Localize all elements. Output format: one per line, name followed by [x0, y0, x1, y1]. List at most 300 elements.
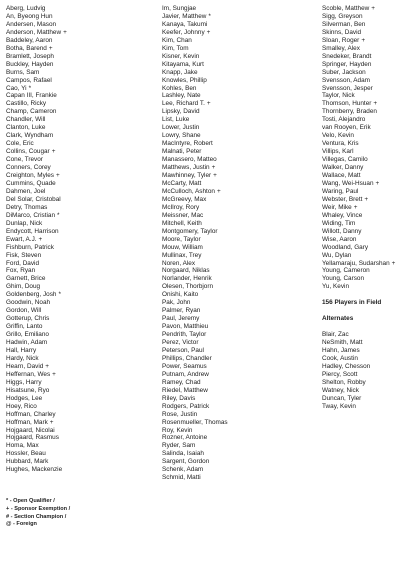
player-entry [162, 77, 228, 85]
player-entry [322, 37, 395, 45]
player-entry [6, 363, 67, 371]
player-entry [162, 100, 228, 108]
player-entry [6, 108, 67, 116]
player-entry [6, 450, 67, 458]
player-name: Conners, Corey [6, 164, 51, 172]
player-status-mark: + [206, 100, 211, 108]
player-name: Walker, Danny [322, 164, 364, 172]
player-entry [322, 236, 395, 244]
player-entry [6, 387, 67, 395]
player-entry [322, 13, 395, 21]
player-name: Castillo, Ricky [6, 100, 47, 108]
player-entry [162, 53, 228, 61]
player-name: Scoble, Matthew [322, 5, 370, 12]
player-name: Ghim, Doug [6, 283, 41, 291]
player-entry [162, 37, 228, 45]
player-entry [6, 77, 67, 85]
player-entry [322, 252, 395, 260]
player-status-mark: + [49, 418, 54, 426]
player-entry [6, 85, 67, 93]
player-name: Young, Carson [322, 275, 365, 283]
player-entry [6, 339, 67, 347]
field-count-heading: 156 Players in Field [322, 299, 382, 307]
player-name: Burns, Sam [6, 68, 40, 76]
player-name: Endycott, Harrison [6, 227, 59, 235]
player-name: Schenk, Adam [162, 466, 204, 474]
player-name: Montgomery, Taylor [162, 227, 218, 235]
spacer [322, 323, 395, 331]
player-entry [6, 228, 67, 236]
player-status-mark: + [63, 28, 67, 36]
alternates-list [322, 331, 395, 411]
player-name: Hubbard, Mark [6, 458, 49, 466]
player-name: Matthews, Justin [162, 164, 210, 172]
player-entry [6, 252, 67, 260]
player-entry [322, 5, 395, 13]
player-entry [162, 21, 228, 29]
player-entry [6, 299, 67, 307]
player-name: Hodges, Lee [6, 394, 43, 402]
player-entry [162, 164, 228, 172]
player-name: List, Luke [162, 116, 190, 124]
player-name: Hisatsune, Ryo [6, 386, 50, 394]
player-name: Botha, Barend [6, 44, 47, 52]
player-entry [162, 299, 228, 307]
player-entry [6, 132, 67, 140]
player-entry [6, 355, 67, 363]
alternate-entry: Piercy, Scott [322, 370, 358, 378]
player-status-mark: * [58, 291, 61, 299]
player-name: Grillo, Emiliano [6, 331, 49, 339]
player-name: Capan III, Frankie [6, 92, 57, 100]
player-entry [162, 395, 228, 403]
player-entry [6, 13, 67, 21]
player-entry [322, 77, 395, 85]
player-name: Andersen, Mason [6, 20, 57, 28]
player-entry [6, 21, 67, 29]
player-name: Cao, Yi [6, 84, 27, 92]
player-entry [322, 45, 395, 53]
player-name: Ford, David [6, 259, 40, 267]
player-entry [162, 29, 228, 37]
player-list-column-1 [6, 5, 67, 474]
player-name: Cole, Eric [6, 140, 34, 148]
player-entry [6, 220, 67, 228]
player-entry [162, 355, 228, 363]
player-entry [162, 252, 228, 260]
player-name: Thomson, Hunter [322, 100, 372, 108]
player-entry [162, 108, 228, 116]
player-entry [162, 427, 228, 435]
player-entry [162, 347, 228, 355]
player-entry [162, 331, 228, 339]
player-entry [162, 61, 228, 69]
player-status-mark: + [371, 5, 375, 12]
player-entry [162, 283, 228, 291]
player-entry [322, 29, 395, 37]
player-entry [6, 323, 67, 331]
player-entry [6, 434, 67, 442]
legend-sponsor-exemption: + - Sponsor Exemption / [6, 505, 71, 512]
player-entry [162, 45, 228, 53]
player-entry [6, 37, 67, 45]
player-name: McCarty, Matt [162, 179, 202, 187]
player-name: Lowry, Shane [162, 132, 201, 140]
player-status-mark: + [353, 203, 358, 211]
player-entry [6, 172, 67, 180]
player-status-mark: * [208, 12, 211, 20]
player-name: Hossler, Beau [6, 450, 46, 458]
player-entry [162, 442, 228, 450]
player-entry [6, 236, 67, 244]
player-name: Kohles, Ben [162, 84, 197, 92]
player-name: McCulloch, Ashton [162, 187, 215, 195]
legend [6, 498, 70, 529]
player-name: Champ, Cameron [6, 108, 57, 116]
player-name: Clanton, Luke [6, 124, 46, 132]
player-entry [322, 164, 395, 172]
player-name: Widing, Tim [322, 219, 356, 227]
player-entry [6, 395, 67, 403]
alternate-entry: NeSmith, Matt [322, 338, 363, 346]
player-entry [6, 315, 67, 323]
player-entry [6, 148, 67, 156]
player-name: Svensson, Adam [322, 76, 370, 84]
player-name: Cone, Trevor [6, 156, 43, 164]
player-entry [6, 442, 67, 450]
player-name: Malnati, Peter [162, 148, 202, 156]
player-entry [6, 164, 67, 172]
player-entry [162, 156, 228, 164]
player-entry [6, 347, 67, 355]
player-name: Norgaard, Niklas [162, 267, 210, 275]
player-entry [6, 180, 67, 188]
alternates-heading: Alternates [322, 315, 354, 323]
player-entry [6, 69, 67, 77]
alternate-entry: Shelton, Robby [322, 378, 366, 386]
player-name: Campos, Rafael [6, 76, 52, 84]
player-entry [6, 371, 67, 379]
player-entry [6, 458, 67, 466]
player-name: Silverman, Ben [322, 20, 366, 28]
player-name: Power, Seamus [162, 362, 207, 370]
player-name: Keefer, Johnny [162, 28, 205, 36]
player-entry [322, 116, 395, 124]
player-entry [6, 53, 67, 61]
player-name: Skinns, David [322, 28, 362, 36]
alternate-entry: Tway, Kevin [322, 402, 356, 410]
player-entry [162, 387, 228, 395]
alternate-entry: Watney, Nick [322, 386, 359, 394]
player-entry [162, 315, 228, 323]
player-entry [322, 53, 395, 61]
player-entry [322, 140, 395, 148]
player-entry [322, 124, 395, 132]
player-entry [162, 204, 228, 212]
player-name: Perez, Victor [162, 339, 199, 347]
player-entry [6, 411, 67, 419]
player-entry [6, 188, 67, 196]
player-name: Buckley, Hayden [6, 60, 54, 68]
player-name: Rose, Justin [162, 410, 198, 418]
player-name: Hoffman, Mark [6, 418, 48, 426]
player-entry [6, 267, 67, 275]
player-entry [6, 5, 67, 13]
player-entry [162, 291, 228, 299]
player-entry [6, 307, 67, 315]
player-list-column-3 [322, 5, 395, 411]
player-name: Yellamaraju, Sudarshan [322, 259, 390, 267]
player-entry [162, 69, 228, 77]
player-name: Pak, John [162, 299, 191, 307]
player-entry [162, 5, 228, 13]
player-entry [162, 13, 228, 21]
player-entry [6, 29, 67, 37]
player-entry [322, 69, 395, 77]
player-entry [162, 172, 228, 180]
player-status-mark: + [391, 259, 396, 267]
player-name: Kisner, Kevin [162, 52, 200, 60]
player-entry [6, 244, 67, 252]
player-status-mark: + [375, 179, 380, 187]
player-entry [162, 124, 228, 132]
player-name: Hojgaard, Rasmus [6, 434, 59, 442]
player-entry [162, 275, 228, 283]
player-entry [322, 100, 395, 108]
player-name: Rozner, Antoine [162, 434, 208, 442]
player-name: Garnett, Brice [6, 275, 46, 283]
player-name: Griffin, Lanto [6, 323, 43, 331]
player-name: Gordon, Will [6, 307, 42, 315]
player-entry [6, 196, 67, 204]
player-name: Fox, Ryan [6, 267, 36, 275]
player-entry [162, 260, 228, 268]
player-entry [322, 244, 395, 252]
player-status-mark: + [373, 100, 378, 108]
player-entry [162, 116, 228, 124]
player-status-mark: + [52, 370, 56, 378]
player-name: Hoffman, Charley [6, 410, 56, 418]
player-name: Phillips, Chandler [162, 354, 212, 362]
player-name: Tosti, Alejandro [322, 116, 366, 124]
player-name: Smalley, Alex [322, 44, 360, 52]
player-entry [6, 419, 67, 427]
player-name: Kitayama, Kurt [162, 60, 204, 68]
player-entry [6, 427, 67, 435]
player-name: Higgs, Harry [6, 378, 42, 386]
player-name: Wallace, Matt [322, 172, 361, 180]
player-name: Willott, Danny [322, 227, 362, 235]
player-name: McGreevy, Max [162, 195, 207, 203]
player-name: Detry, Thomas [6, 203, 48, 211]
player-name: Thornberry, Braden [322, 108, 377, 116]
player-entry [162, 339, 228, 347]
player-name: Hardy, Nick [6, 354, 39, 362]
player-entry [6, 61, 67, 69]
alternate-entry: Hadley, Chesson [322, 362, 371, 370]
player-name: Norlander, Henrik [162, 275, 212, 283]
player-status-mark: + [206, 28, 211, 36]
player-name: Yu, Kevin [322, 283, 350, 291]
player-name: Collins, Cougar [6, 148, 50, 156]
player-name: Rosenmueller, Thomas [162, 418, 228, 426]
player-name: Svensson, Jesper [322, 84, 373, 92]
player-name: Gotterup, Chris [6, 315, 50, 323]
player-entry [322, 204, 395, 212]
player-name: Taylor, Nick [322, 92, 355, 100]
player-status-mark: * [28, 84, 32, 92]
player-name: Putnam, Andrew [162, 370, 209, 378]
player-entry [322, 21, 395, 29]
player-name: Lee, Richard T. [162, 100, 205, 108]
player-entry [162, 379, 228, 387]
player-entry [162, 419, 228, 427]
player-name: MacIntyre, Robert [162, 140, 213, 148]
player-entry [322, 188, 395, 196]
player-name: Lashley, Nate [162, 92, 201, 100]
player-entry [162, 474, 228, 482]
player-name: Palmer, Ryan [162, 307, 201, 315]
player-entry [6, 331, 67, 339]
player-name: Villegas, Camilo [322, 156, 368, 164]
player-name: Anderson, Matthew [6, 28, 62, 36]
player-name: Dunlap, Nick [6, 219, 43, 227]
alternate-entry: Duncan, Tyler [322, 394, 362, 402]
player-entry [162, 323, 228, 331]
alternate-entry: Hahn, James [322, 346, 360, 354]
player-name: Roy, Kevin [162, 426, 193, 434]
player-entry [6, 212, 67, 220]
player-entry [162, 458, 228, 466]
player-entry [322, 283, 395, 291]
player-name: Woodland, Gary [322, 243, 369, 251]
player-name: Hearn, David [6, 362, 44, 370]
player-name: Javier, Matthew [162, 12, 207, 20]
player-name: Hojgaard, Nicolai [6, 426, 55, 434]
player-entry [322, 156, 395, 164]
player-list-column-2 [162, 5, 228, 482]
player-name: Webster, Brett [322, 195, 363, 203]
player-name: Mouw, William [162, 243, 203, 251]
player-entry [162, 196, 228, 204]
player-name: Hoey, Rico [6, 402, 37, 410]
player-name: Snedeker, Brandt [322, 52, 372, 60]
player-name: Hall, Harry [6, 346, 37, 354]
player-name: Mawhinney, Tyler [162, 172, 212, 180]
player-name: Weir, Mike [322, 203, 352, 211]
player-entry [322, 132, 395, 140]
player-entry [322, 108, 395, 116]
player-name: Dahmen, Joel [6, 187, 46, 195]
player-name: Salinda, Isaiah [162, 450, 204, 458]
player-status-mark: * [57, 211, 60, 219]
player-entry [162, 212, 228, 220]
player-name: DiMarco, Cristian [6, 211, 56, 219]
player-entry [6, 100, 67, 108]
alternate-entry: Blair, Zac [322, 331, 349, 339]
player-name: Clark, Wyndham [6, 132, 54, 140]
player-name: Bramlett, Joseph [6, 52, 54, 60]
player-name: Meissner, Mac [162, 211, 204, 219]
player-name: Lipsky, David [162, 108, 200, 116]
player-name: Baddeley, Aaron [6, 36, 53, 44]
player-name: Mullinax, Trey [162, 251, 202, 259]
player-name: Sigg, Greyson [322, 12, 363, 20]
player-entry [6, 156, 67, 164]
player-name: Knowles, Phillip [162, 76, 207, 84]
player-name: Del Solar, Cristobal [6, 195, 61, 203]
player-name: Whaley, Vince [322, 211, 363, 219]
player-name: Heffernan, Wes [6, 370, 51, 378]
player-name: Lower, Justin [162, 124, 200, 132]
player-name: Wu, Dylan [322, 251, 352, 259]
player-name: Pavon, Matthieu [162, 323, 209, 331]
player-entry [162, 220, 228, 228]
player-entry [322, 172, 395, 180]
player-name: Noren, Alex [162, 259, 196, 267]
legend-foreign: @ - Foreign [6, 521, 37, 528]
player-name: Peterson, Paul [162, 346, 204, 354]
player-name: Riley, Davis [162, 394, 196, 402]
player-name: Wang, Wei-Hsuan [322, 179, 374, 187]
player-name: Waring, Paul [322, 187, 359, 195]
player-name: Wise, Aaron [322, 235, 357, 243]
player-status-mark: + [45, 362, 50, 370]
player-entry [6, 291, 67, 299]
player-name: Goodwin, Noah [6, 299, 51, 307]
player-name: Hughes, Mackenzie [6, 466, 63, 474]
player-name: Im, Sungjae [162, 5, 197, 12]
player-name: Sargent, Gordon [162, 458, 210, 466]
alternate-entry: Cook, Austin [322, 354, 358, 362]
player-name: Cummins, Quade [6, 179, 56, 187]
player-name: Pendrith, Taylor [162, 331, 207, 339]
player-entry [322, 61, 395, 69]
player-name: Kim, Tom [162, 44, 189, 52]
player-entry [6, 116, 67, 124]
player-name: Fisk, Steven [6, 251, 42, 259]
player-entry [322, 260, 395, 268]
player-entry [6, 283, 67, 291]
player-entry [162, 411, 228, 419]
player-entry [162, 148, 228, 156]
player-entry [162, 132, 228, 140]
player-name: Hadwin, Adam [6, 339, 48, 347]
player-entry [6, 124, 67, 132]
player-name: Chandler, Will [6, 116, 46, 124]
player-entry [6, 92, 67, 100]
player-entry [162, 371, 228, 379]
player-entry [322, 180, 395, 188]
spacer [322, 307, 395, 315]
player-list-column-3-players [322, 5, 395, 291]
player-status-mark: + [55, 172, 60, 180]
player-status-mark: + [364, 195, 369, 203]
player-entry [162, 267, 228, 275]
player-entry [6, 403, 67, 411]
player-status-mark: + [361, 36, 366, 44]
player-status-mark: + [51, 148, 56, 156]
player-name: Kim, Chan [162, 36, 192, 44]
player-name: Young, Cameron [322, 267, 370, 275]
player-status-mark: + [216, 187, 221, 195]
player-name: Fishburn, Patrick [6, 243, 54, 251]
player-status-mark: + [48, 44, 53, 52]
legend-section-champion: # - Section Champion / [6, 513, 67, 520]
player-entry [322, 212, 395, 220]
player-name: An, Byeong Hun [6, 12, 53, 20]
player-entry [322, 228, 395, 236]
